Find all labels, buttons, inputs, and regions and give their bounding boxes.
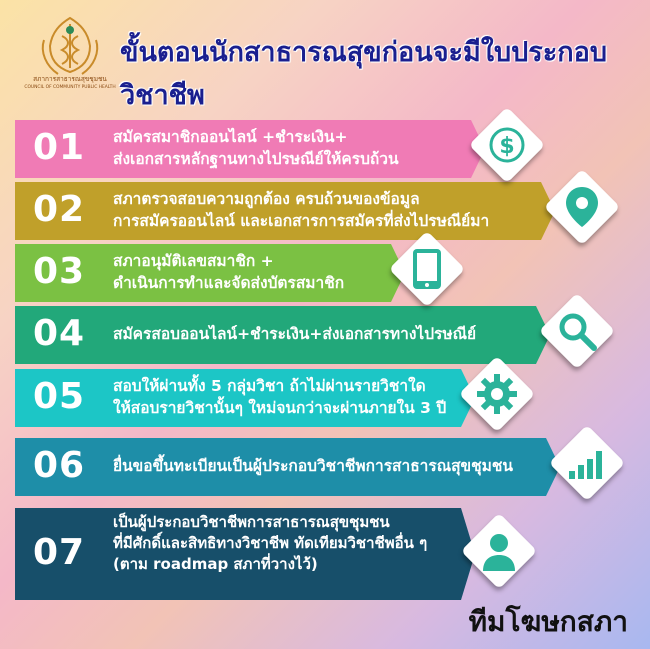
step-text-line: ส่งเอกสารหลักฐานทางไปรษณีย์ให้ครบถ้วน — [113, 150, 399, 168]
page-title: ขั้นตอนนักสาธารณสุขก่อนจะมีใบประกอบวิชาชีพ — [120, 37, 608, 111]
step-text — [113, 323, 476, 345]
tablet-icon — [400, 242, 454, 296]
user-icon — [472, 524, 526, 578]
step-number: 03 — [33, 251, 86, 292]
step-number: 06 — [33, 445, 86, 486]
step-number: 01 — [33, 127, 86, 168]
step-text-line: สมัครสอบออนไลน์+ชำระเงิน+ส่งเอกสารทางไปรษณีย์ — [113, 325, 477, 343]
step-text — [113, 126, 399, 170]
step-text-line: สภาตรวจสอบความถูกต้อง ครบถ้วนของข้อมูล — [113, 190, 420, 208]
bar-chart-icon — [560, 436, 614, 490]
step-text — [113, 375, 446, 419]
step-text — [113, 455, 513, 477]
step-text — [113, 512, 427, 575]
footer-credit: ทีมโฆษกสภา — [468, 605, 628, 638]
step-text-line: สภาอนุมัติเลขสมาชิก + — [113, 252, 274, 270]
step-text-line: (ตาม roadmap สภาที่วางไว้) — [113, 555, 318, 573]
step-text-line: สมัครสมาชิกออนไลน์ +ชำระเงิน+ — [113, 128, 348, 146]
map-pin-icon — [555, 180, 609, 234]
svg-text:$: $ — [499, 134, 515, 159]
logo-text-top: สภาการสาธารณสุขชุมชน — [33, 75, 107, 83]
step-text — [113, 250, 344, 294]
step-text-line: ที่มีศักดิ์และสิทธิทางวิชาชีพ ทัดเทียมวิชาชีพอื่น ๆ — [113, 534, 428, 552]
gear-icon — [470, 367, 524, 421]
council-logo — [24, 10, 116, 90]
dollar-icon — [480, 118, 534, 172]
step-text-line: เป็นผู้ประกอบวิชาชีพการสาธารณสุขชุมชน — [113, 513, 390, 531]
step-text-line: ดำเนินการทำและจัดส่งบัตรสมาชิก — [113, 274, 345, 292]
step-text-line: สอบให้ผ่านทั้ง 5 กลุ่มวิชา ถ้าไม่ผ่านรายวิชาใด — [113, 377, 426, 395]
search-icon — [550, 304, 604, 358]
step-number: 07 — [33, 532, 86, 573]
step-number: 02 — [33, 189, 86, 230]
step-text — [113, 188, 489, 232]
step-number: 04 — [33, 313, 86, 354]
logo-text-bottom: COUNCIL OF COMMUNITY PUBLIC HEALTH — [24, 85, 116, 90]
step-number: 05 — [33, 376, 86, 417]
step-text-line: ให้สอบรายวิชานั้นๆ ใหม่จนกว่าจะผ่านภายใน 3 ปี — [113, 399, 447, 417]
step-text-line: ยื่นขอขึ้นทะเบียนเป็นผู้ประกอบวิชาชีพการสาธารณสุขชุมชน — [113, 457, 513, 475]
step-text-line: การสมัครออนไลน์ และเอกสารการสมัครที่ส่งไปรษณีย์มา — [113, 212, 490, 230]
